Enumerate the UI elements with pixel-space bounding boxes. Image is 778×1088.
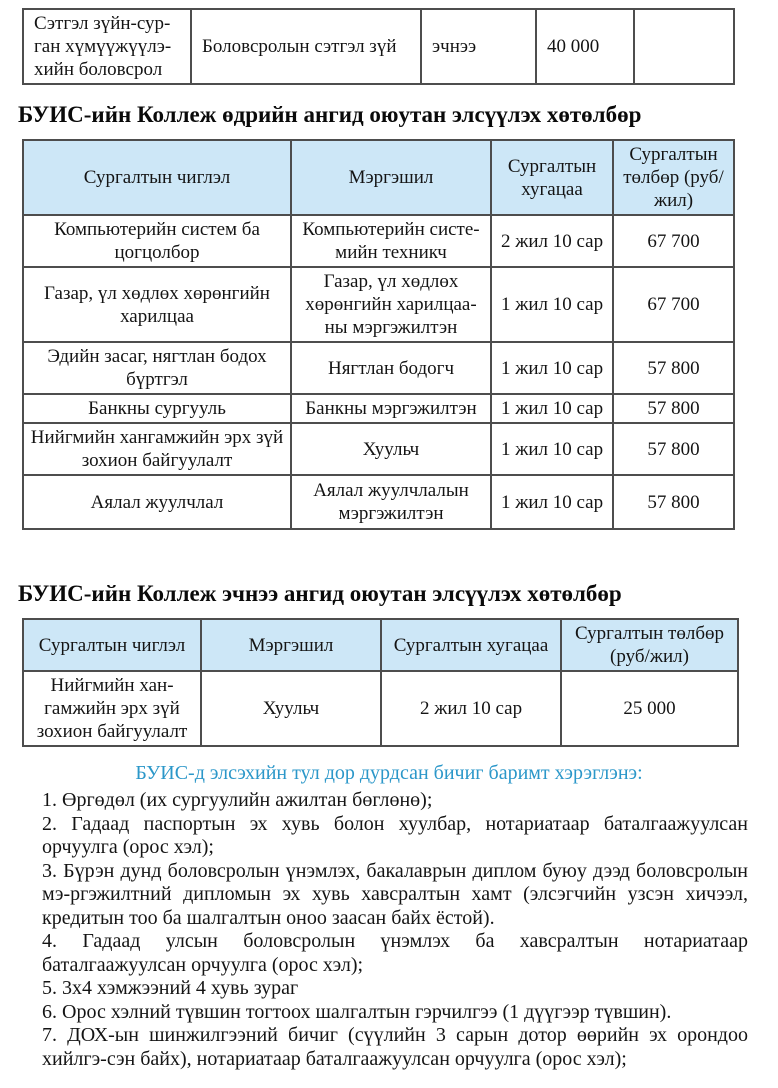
document-item: 5. 3х4 хэмжээний 4 хувь зураг <box>42 977 299 999</box>
documents-intro: БУИС-д элсэхийн тул дор дурдсан бичиг баримт хэрэглэнэ: <box>135 762 643 784</box>
day-program-table <box>22 139 735 530</box>
table-header-cell: Сургалтын төлбөр (руб/жил) <box>613 140 734 215</box>
table-header-row <box>23 619 738 671</box>
table-cell: Нягтлан бодогч <box>291 342 491 394</box>
table-cell: Газар, үл хөдлөх хөрөнгийн харилцаа <box>23 267 291 342</box>
table-cell: Аялал жуулчлалын мэргэжилтэн <box>291 475 491 529</box>
table-cell: Сэтгэл зүйн-сур-ган хүмүүжүүлэ-хийн боловсрол <box>23 9 191 84</box>
table-cell: 1 жил 10 сар <box>491 475 613 529</box>
table-header-cell: Мэргэшил <box>201 619 381 671</box>
table-header-cell: Мэргэшил <box>291 140 491 215</box>
table-cell: Банкны мэргэжилтэн <box>291 394 491 423</box>
table-cell: 67 700 <box>613 215 734 267</box>
table-header-cell: Сургалтын төлбөр (руб/жил) <box>561 619 738 671</box>
table-cell: Нийгмийн хангамжийн эрх зүй зохион байгуулалт <box>23 423 291 475</box>
table-cell: Боловсролын сэтгэл зүй <box>191 9 421 84</box>
distance-program-table <box>22 618 739 747</box>
document-item: 3. Бүрэн дунд боловсролын үнэмлэх, бакалаврын диплом буюу дээд боловсролын мэ-ргэжилтний дипломын эх хувь хавсралтын хамт (элсэгчийн узсэн хичээл, кредитын тоо ба шалгалтын оноо заасан байх ёстой). <box>42 859 748 929</box>
table-cell: Хуульч <box>201 671 381 746</box>
table-header-cell: Сургалтын хугацаа <box>491 140 613 215</box>
distance-program-title: БУИС-ийн Коллеж эчнээ ангид оюутан элсүүлэх хөтөлбөр <box>18 581 622 606</box>
table-cell: 1 жил 10 сар <box>491 394 613 423</box>
table-row <box>23 342 734 394</box>
table-cell: Эдийн засаг, нягтлан бодох бүртгэл <box>23 342 291 394</box>
document-item: 7. ДОХ-ын шинжилгээний бичиг (сүүлийн 3 сарын дотор өөрийн эх орондоо хийлгэ-сэн байх), нотариатаар баталгаажуулсан орчуулга (орос хэл); <box>42 1024 748 1070</box>
table-cell: 57 800 <box>613 394 734 423</box>
table-cell: 2 жил 10 сар <box>381 671 561 746</box>
table-header-row <box>23 140 734 215</box>
document-page <box>0 8 778 1088</box>
table-cell <box>634 9 734 84</box>
table-cell: Компьютерийн систем ба цогцолбор <box>23 215 291 267</box>
table-cell: 1 жил 10 сар <box>491 423 613 475</box>
table-row <box>23 267 734 342</box>
table-row <box>23 394 734 423</box>
table-cell: Банкны сургууль <box>23 394 291 423</box>
table-cell: 25 000 <box>561 671 738 746</box>
table-cell: Нийгмийн хан-гамжийн эрх зүй зохион байгуулалт <box>23 671 201 746</box>
table-row <box>23 9 734 84</box>
table-cell: Аялал жуулчлал <box>23 475 291 529</box>
document-item: 1. Өргөдөл (их сургуулийн ажилтан бөглөнө); <box>42 789 433 811</box>
table-header-cell: Сургалтын чиглэл <box>23 140 291 215</box>
table-row <box>23 475 734 529</box>
table-cell: 57 800 <box>613 475 734 529</box>
table-row <box>23 671 738 746</box>
document-item: 4. Гадаад улсын боловсролын үнэмлэх ба хавсралтын нотариатаар баталгаажуулсан орчуулга (орос хэл); <box>42 930 748 976</box>
table-header-cell: Сургалтын чиглэл <box>23 619 201 671</box>
prev-table <box>22 8 735 85</box>
document-item: 6. Орос хэлний түвшин тогтоох шалгалтын гэрчилгээ (1 дүүгээр түвшин). <box>42 1000 672 1023</box>
table-cell: 40 000 <box>536 9 634 84</box>
table-row <box>23 215 734 267</box>
document-item: 2. Гадаад паспортын эх хувь болон хуулбар, нотариатаар баталгаажуулсан орчуулга (орос хэл); <box>42 812 748 858</box>
table-cell: 57 800 <box>613 423 734 475</box>
table-row <box>23 423 734 475</box>
table-header-cell: Сургалтын хугацаа <box>381 619 561 671</box>
table-cell: Хуульч <box>291 423 491 475</box>
table-cell: 57 800 <box>613 342 734 394</box>
table-cell: 67 700 <box>613 267 734 342</box>
table-cell: Газар, үл хөдлөх хөрөнгийн харилцаа-ны мэргэжилтэн <box>291 267 491 342</box>
table-cell: 1 жил 10 сар <box>491 267 613 342</box>
table-cell: эчнээ <box>421 9 536 84</box>
table-cell: Компьютерийн систе-мийн техникч <box>291 215 491 267</box>
table-cell: 2 жил 10 сар <box>491 215 613 267</box>
day-program-title: БУИС-ийн Коллеж өдрийн ангид оюутан элсүүлэх хөтөлбөр <box>18 102 642 127</box>
table-cell: 1 жил 10 сар <box>491 342 613 394</box>
document-list <box>42 789 748 1071</box>
